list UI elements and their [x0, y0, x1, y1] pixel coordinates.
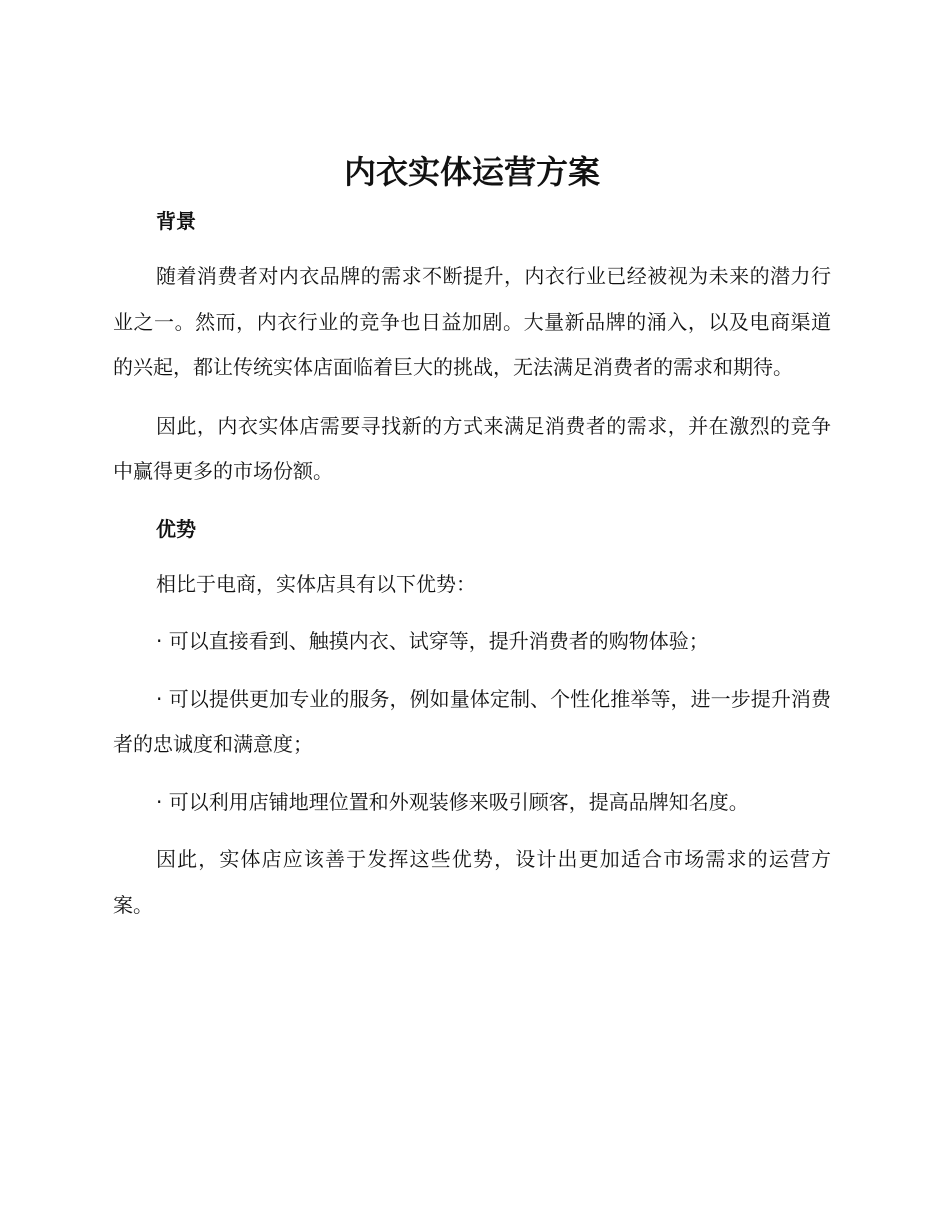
advantage-item-2: · 可以提供更加专业的服务，例如量体定制、个性化推举等，进一步提升消费者的忠诚度和满意度； [113, 686, 831, 756]
background-paragraph-2: 因此，内衣实体店需要寻找新的方式来满足消费者的需求，并在激烈的竞争中赢得更多的市场份额。 [113, 413, 831, 483]
advantages-conclusion: 因此，实体店应该善于发挥这些优势，设计出更加适合市场需求的运营方案。 [113, 847, 831, 917]
advantages-intro: 相比于电商，实体店具有以下优势： [156, 571, 476, 596]
document-title: 内衣实体运营方案 [343, 153, 600, 191]
section-heading-advantages: 优势 [156, 516, 196, 541]
advantage-item-1: · 可以直接看到、触摸内衣、试穿等，提升消费者的购物体验； [156, 629, 709, 653]
section-heading-background: 背景 [156, 209, 196, 233]
background-paragraph-1: 随着消费者对内衣品牌的需求不断提升，内衣行业已经被视为未来的潜力行业之一。然而，内衣行业的竞争也日益加剧。大量新品牌的涌入，以及电商渠道的兴起，都让传统实体店面临着巨大的挑战，无法满足消费者的需求和期待。 [113, 264, 831, 379]
document-body [113, 150, 831, 928]
advantage-item-3: · 可以利用店铺地理位置和外观装修来吸引顾客，提高品牌知名度。 [156, 789, 749, 814]
